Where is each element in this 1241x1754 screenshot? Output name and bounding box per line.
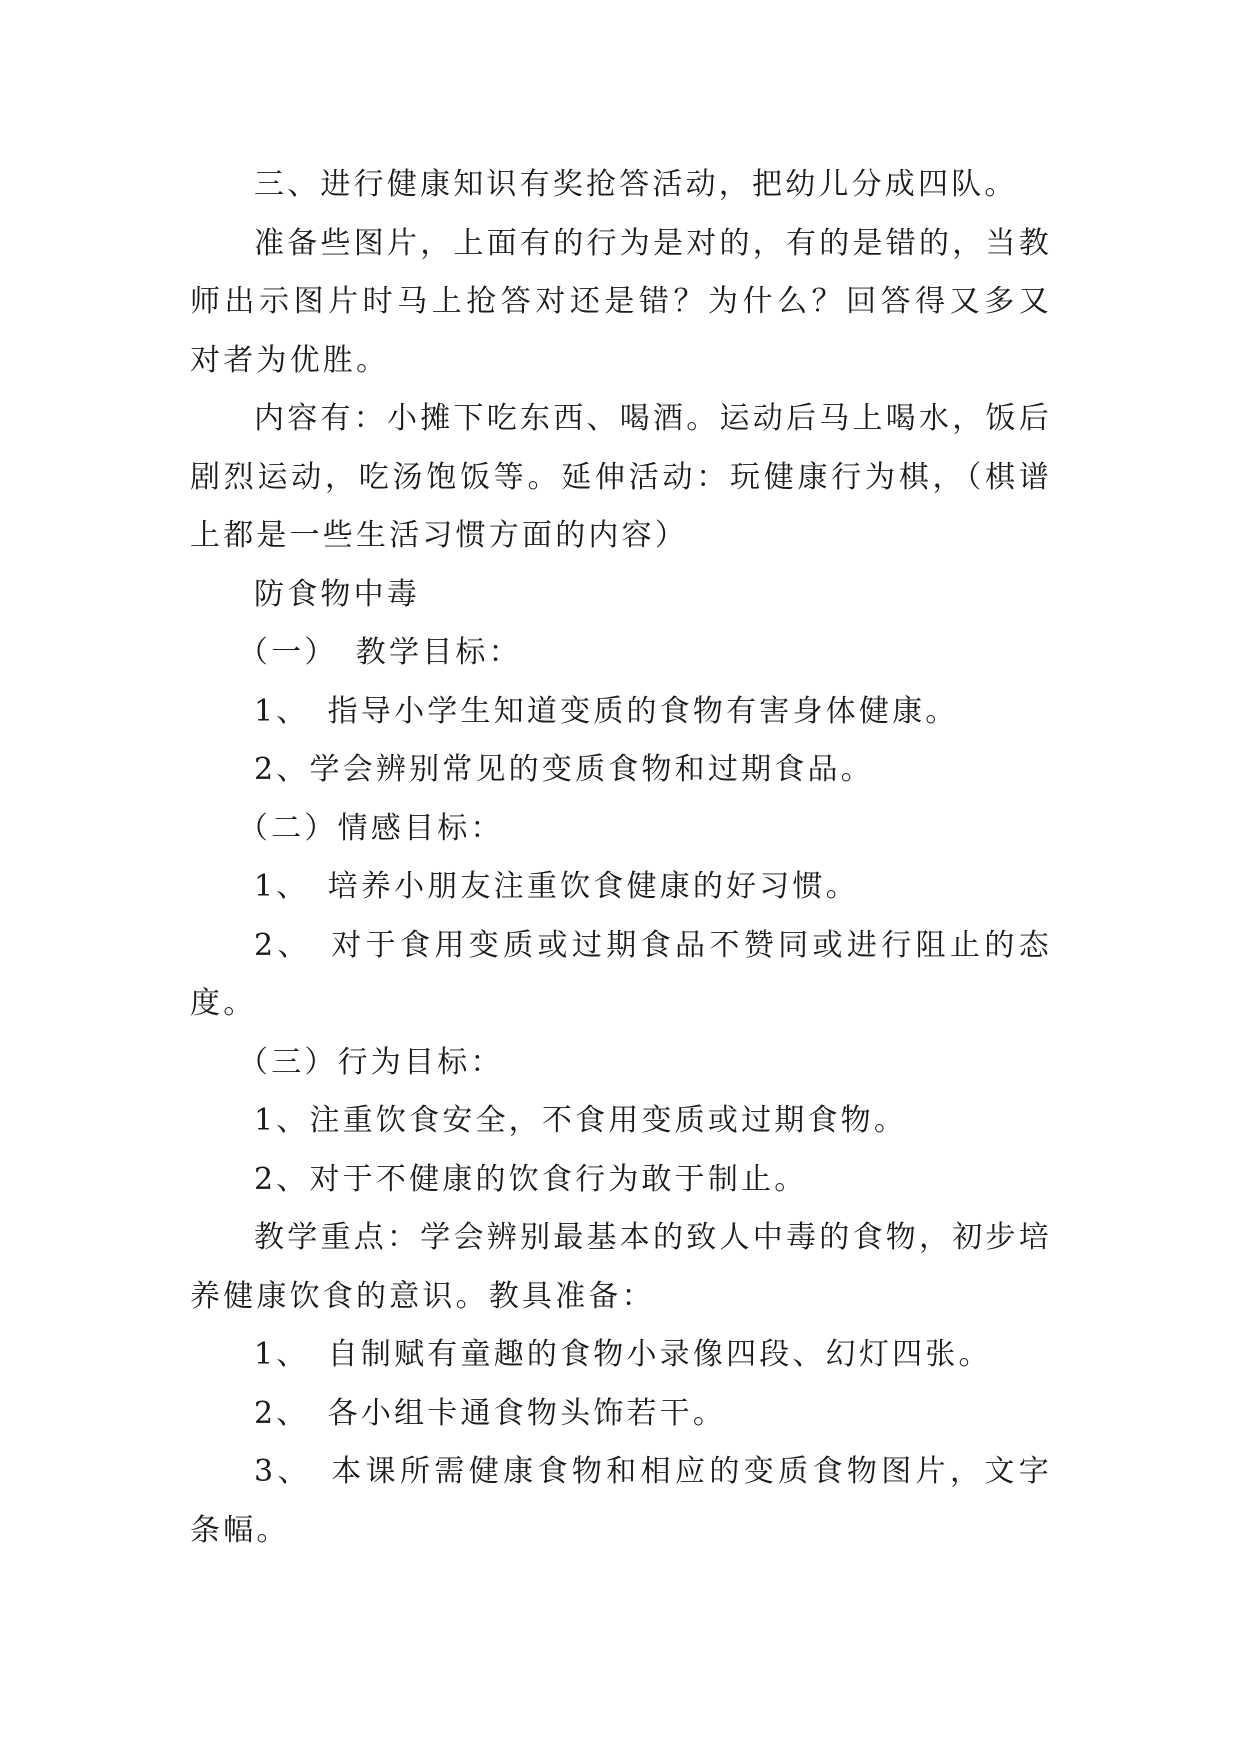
list-item-emotional-1: 1、 培养小朋友注重饮食健康的好习惯。	[254, 869, 859, 904]
section-title-food-poisoning: 防食物中毒	[254, 576, 420, 612]
paragraph-teaching-focus: 教学重点：学会辨别最基本的致人中毒的食物，初步培养健康饮食的意识。教具准备：	[190, 1220, 1052, 1314]
heading-teaching-goals: （一） 教学目标：	[238, 635, 522, 670]
list-item-behavior-1: 1、注重饮食安全，不食用变质或过期食物。	[254, 1103, 908, 1138]
list-item-behavior-2: 2、对于不健康的饮食行为敢于制止。	[254, 1161, 808, 1197]
paragraph-quiz-activity: 三、进行健康知识有奖抢答活动，把幼儿分成四队。	[254, 167, 1018, 202]
heading-behavior-goals: （三）行为目标：	[238, 1044, 504, 1080]
list-item-materials-2: 2、 各小组卡通食物头饰若干。	[254, 1395, 727, 1431]
paragraph-content-list: 内容有：小摊下吃东西、喝酒。运动后马上喝水，饭后剧烈运动，吃汤饱饭等。延伸活动：玩健康行为棋，（棋谱上都是一些生活习惯方面的内容）	[190, 401, 1052, 553]
list-item-emotional-2: 2、 对于食用变质或过期食品不赞同或进行阻止的态度。	[190, 927, 1052, 1021]
heading-emotional-goals: （二）情感目标：	[238, 810, 504, 846]
list-item-goal-2: 2、学会辨别常见的变质食物和过期食品。	[254, 752, 874, 787]
paragraph-picture-prep: 准备些图片，上面有的行为是对的，有的是错的，当教师出示图片时马上抢答对还是错？为什么？回答得又多又对者为优胜。	[190, 225, 1052, 378]
document-body	[190, 156, 1052, 1560]
list-item-materials-3: 3、 本课所需健康食物和相应的变质食物图片，文字条幅。	[190, 1454, 1052, 1548]
list-item-materials-1: 1、 自制赋有童趣的食物小录像四段、幻灯四张。	[254, 1337, 992, 1372]
list-item-goal-1: 1、 指导小学生知道变质的食物有害身体健康。	[254, 693, 959, 729]
